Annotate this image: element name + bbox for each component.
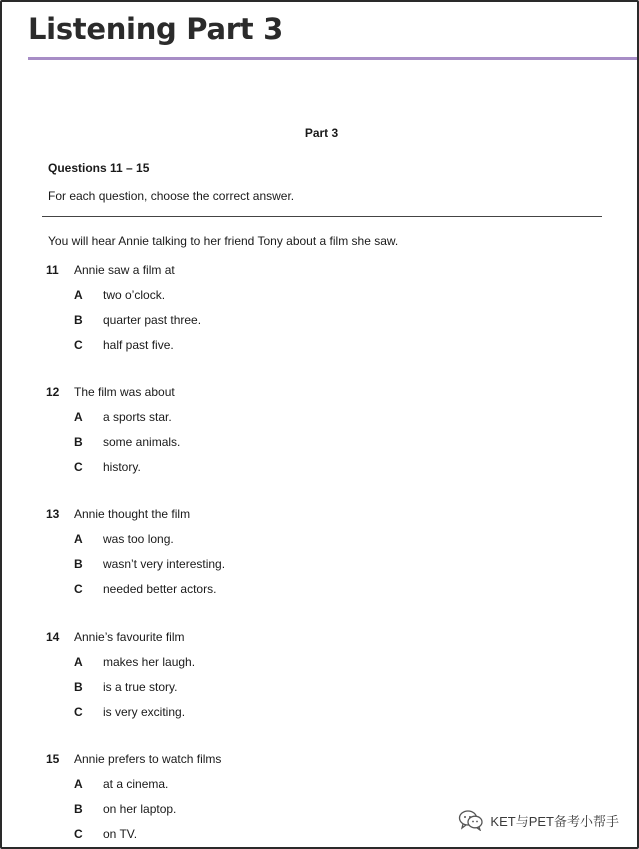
option-text: at a cinema. — [103, 777, 169, 791]
option-b[interactable] — [46, 313, 606, 338]
option-text: half past five. — [103, 338, 174, 352]
question-number: 13 — [46, 507, 60, 521]
option-a[interactable] — [46, 532, 606, 557]
option-text: makes her laugh. — [103, 655, 196, 669]
option-text: wasn’t very interesting. — [103, 557, 226, 571]
option-text: on TV. — [103, 827, 138, 841]
option-letter: B — [74, 435, 83, 449]
option-text: history. — [103, 460, 141, 474]
option-a[interactable] — [46, 288, 606, 313]
question-14 — [46, 630, 606, 730]
option-a[interactable] — [46, 410, 606, 435]
option-c[interactable] — [46, 582, 606, 607]
option-text: was too long. — [103, 532, 174, 546]
option-b[interactable] — [46, 435, 606, 460]
option-letter: A — [74, 777, 83, 791]
page-title: Listening Part 3 — [28, 12, 283, 46]
option-letter: C — [74, 460, 83, 474]
option-letter: C — [74, 705, 83, 719]
option-text: is very exciting. — [103, 705, 186, 719]
option-letter: A — [74, 532, 83, 546]
option-b[interactable] — [46, 680, 606, 705]
question-text: Annie prefers to watch films — [74, 752, 222, 766]
option-a[interactable] — [46, 655, 606, 680]
question-text: The film was about — [74, 385, 175, 399]
part-title: Part 3 — [304, 126, 339, 140]
option-letter: A — [74, 655, 83, 669]
option-text: two o’clock. — [103, 288, 166, 302]
option-text: on her laptop. — [103, 802, 177, 816]
question-number: 12 — [46, 385, 60, 399]
questions-range: Questions 11 – 15 — [48, 161, 150, 175]
question-text: Annie thought the film — [74, 507, 191, 521]
watermark-text: KET与PET备考小帮手 — [490, 813, 619, 829]
option-c[interactable] — [46, 705, 606, 730]
wechat-icon — [458, 809, 484, 831]
option-c[interactable] — [46, 460, 606, 485]
option-a[interactable] — [46, 777, 606, 802]
option-letter: A — [74, 288, 83, 302]
question-13 — [46, 507, 606, 607]
question-12 — [46, 385, 606, 485]
option-letter: B — [74, 802, 83, 816]
option-text: some animals. — [103, 435, 181, 449]
question-15 — [46, 752, 606, 849]
option-letter: B — [74, 680, 83, 694]
question-number: 15 — [46, 752, 60, 766]
option-text: quarter past three. — [103, 313, 202, 327]
question-number: 11 — [46, 263, 59, 277]
option-text: needed better actors. — [103, 582, 217, 596]
option-letter: A — [74, 410, 83, 424]
question-text: Annie’s favourite film — [74, 630, 185, 644]
option-b[interactable] — [46, 557, 606, 582]
option-text: is a true story. — [103, 680, 178, 694]
option-text: a sports star. — [103, 410, 172, 424]
watermark — [458, 809, 619, 831]
option-letter: C — [74, 582, 83, 596]
question-number: 14 — [46, 630, 60, 644]
intro-text: You will hear Annie talking to her friend Tony about a film she saw. — [48, 234, 399, 248]
instruction-text: For each question, choose the correct answer. — [48, 189, 295, 203]
question-text: Annie saw a film at — [74, 263, 175, 277]
option-c[interactable] — [46, 338, 606, 363]
question-11 — [46, 263, 606, 363]
option-letter: B — [74, 313, 83, 327]
option-letter: C — [74, 827, 83, 841]
section-divider — [42, 216, 602, 217]
option-letter: C — [74, 338, 83, 352]
option-letter: B — [74, 557, 83, 571]
header-divider — [28, 57, 637, 60]
